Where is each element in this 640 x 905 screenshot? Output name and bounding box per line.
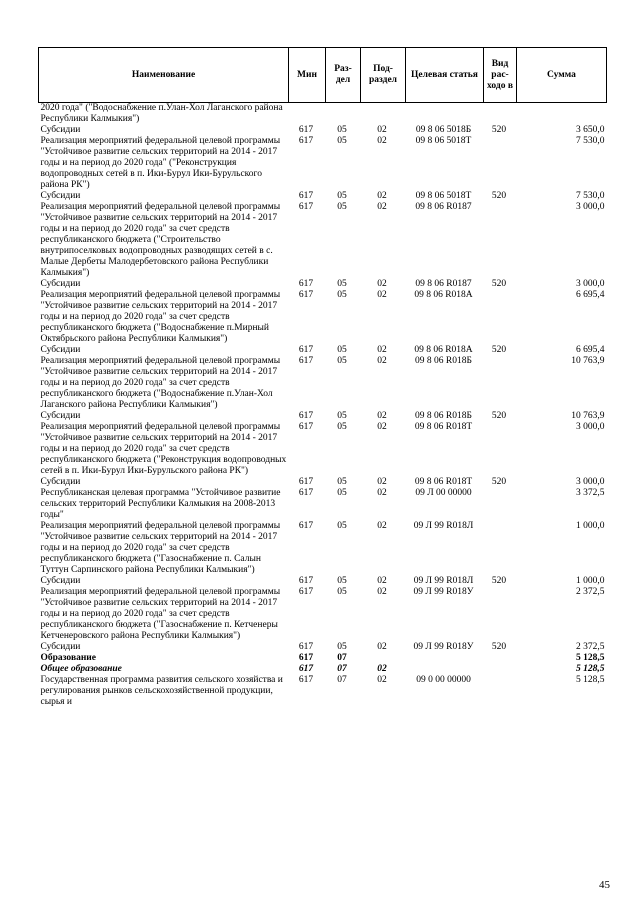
cell-razdel: 05 (337, 587, 347, 597)
cell-sum: 10 763,9 (571, 411, 605, 421)
cell-name: Реализация мероприятий федеральной целевой программы "Устойчивое развитие сельских территорий на 2014 - 2017 годы и на период до 2020 года" за счет средств республиканского бюджета ("Реконструкция водопроводных сетей в п. Ики-Бурул Ики-Бурульского района РК") (40, 422, 287, 476)
header-sum: Сумма (517, 48, 607, 103)
cell-vid: 520 (491, 191, 507, 201)
cell-name: Республиканская целевая программа "Устойчивое развитие сельских территорий Республики Калмыкия на 2008-2013 годы" (40, 488, 281, 520)
table-row (39, 202, 607, 279)
cell-target: 09 8 06 5018Т (415, 191, 472, 201)
cell-razdel: 05 (337, 411, 347, 421)
cell-min: 617 (298, 136, 314, 146)
cell-target: 09 Л 99 R018Л (413, 521, 474, 531)
cell-razdel: 05 (337, 202, 347, 212)
cell-vid: 520 (491, 576, 507, 586)
header-vid: Вид рас- ходо в (484, 48, 517, 103)
cell-podrazdel: 02 (377, 576, 387, 586)
cell-sum: 3 000,0 (576, 202, 605, 212)
cell-razdel: 07 (337, 675, 347, 685)
cell-podrazdel: 02 (377, 587, 387, 597)
cell-razdel: 05 (337, 279, 347, 289)
cell-razdel: 05 (337, 191, 347, 201)
cell-sum: 10 763,9 (571, 356, 605, 366)
cell-name: 2020 года" ("Водоснабжение п.Улан-Хол Лаганского района Республики Калмыкия") (40, 103, 283, 124)
cell-sum: 5 128,5 (576, 675, 605, 685)
cell-target: 09 8 06 R018Б (415, 356, 472, 366)
table-row (39, 488, 607, 521)
cell-vid: 520 (491, 642, 507, 652)
cell-target (406, 103, 484, 126)
cell-target: 09 8 06 R0187 (415, 279, 472, 289)
cell-vid (484, 653, 517, 664)
cell-target: 09 Л 99 R018У (413, 587, 474, 597)
cell-vid: 520 (491, 345, 507, 355)
cell-target: 09 8 06 R018Т (414, 422, 473, 432)
table-row (39, 411, 607, 422)
cell-razdel: 05 (337, 422, 347, 432)
cell-podrazdel: 02 (377, 488, 387, 498)
table-row (39, 587, 607, 642)
cell-target: 09 8 06 5018Т (415, 136, 472, 146)
cell-vid (484, 290, 517, 345)
cell-min: 617 (298, 422, 314, 432)
cell-min: 617 (298, 290, 314, 300)
cell-target: 09 8 06 R018А (414, 290, 473, 300)
cell-target: 09 8 06 R018Б (415, 411, 472, 421)
cell-podrazdel: 02 (377, 521, 387, 531)
cell-podrazdel (361, 103, 406, 126)
cell-vid: 520 (491, 411, 507, 421)
table-row (39, 103, 607, 126)
table-body (39, 103, 607, 709)
cell-sum (517, 103, 607, 126)
header-min: Мин (289, 48, 326, 103)
header-podrazdel: Под- раздел (361, 48, 406, 103)
table-row (39, 664, 607, 675)
header-name: Наименование (39, 48, 289, 103)
cell-sum: 7 530,0 (576, 191, 605, 201)
cell-sum: 5 128,5 (576, 664, 605, 674)
cell-podrazdel: 02 (377, 191, 387, 201)
cell-min: 617 (298, 664, 314, 674)
cell-name: Реализация мероприятий федеральной целевой программы "Устойчивое развитие сельских территорий на 2014 - 2017 годы и на период до 2020 года" за счет средств республиканского бюджета ("Строительство внутрипоселковых водопроводных разводящих сетей в с. Малые Дербеты Малодербетовского района Республики Калмыкия") (40, 202, 281, 278)
cell-razdel: 05 (337, 576, 347, 586)
table-row (39, 191, 607, 202)
cell-podrazdel: 02 (377, 356, 387, 366)
cell-min: 617 (298, 279, 314, 289)
cell-razdel: 05 (337, 477, 347, 487)
cell-razdel: 05 (337, 345, 347, 355)
header-razdel: Раз- дел (326, 48, 361, 103)
cell-podrazdel: 02 (377, 279, 387, 289)
cell-name: Субсидии (40, 345, 81, 355)
cell-target: 09 Л 00 00000 (415, 488, 472, 498)
cell-vid (484, 103, 517, 126)
cell-target (406, 653, 484, 664)
cell-sum: 6 695,4 (576, 290, 605, 300)
table-row (39, 576, 607, 587)
cell-target: 09 Л 99 R018У (413, 642, 474, 652)
cell-vid (484, 356, 517, 411)
cell-target: 09 Л 99 R018Л (413, 576, 474, 586)
cell-min: 617 (298, 125, 314, 135)
cell-min: 617 (298, 642, 314, 652)
cell-podrazdel: 02 (377, 290, 387, 300)
cell-min: 617 (298, 191, 314, 201)
cell-vid: 520 (491, 125, 507, 135)
budget-table (38, 47, 607, 708)
table-row (39, 675, 607, 708)
cell-razdel (326, 103, 361, 126)
cell-razdel: 05 (337, 356, 347, 366)
table-row (39, 653, 607, 664)
header-target: Целевая статья (406, 48, 484, 103)
table-row (39, 345, 607, 356)
cell-min: 617 (298, 345, 314, 355)
cell-sum: 3 000,0 (576, 279, 605, 289)
cell-podrazdel: 02 (377, 345, 387, 355)
cell-vid (484, 136, 517, 191)
cell-razdel: 05 (337, 488, 347, 498)
table-row (39, 521, 607, 576)
cell-vid (484, 587, 517, 642)
cell-min: 617 (298, 587, 314, 597)
cell-name: Общее образование (40, 664, 122, 674)
cell-vid: 520 (491, 279, 507, 289)
cell-sum: 5 128,5 (576, 653, 605, 663)
cell-sum: 1 000,0 (576, 521, 605, 531)
cell-podrazdel: 02 (377, 136, 387, 146)
cell-name: Реализация мероприятий федеральной целевой программы "Устойчивое развитие сельских территорий на 2014 - 2017 годы и на период до 2020 года" за счет средств республиканского бюджета ("Газоснабжение п. Кетченеры Кетченеровского района Республики Калмыкия") (40, 587, 281, 641)
cell-target: 09 8 06 R018А (414, 345, 473, 355)
cell-target: 09 0 00 00000 (416, 675, 471, 685)
cell-razdel: 07 (337, 653, 347, 663)
table-row (39, 125, 607, 136)
cell-podrazdel: 02 (377, 422, 387, 432)
cell-name: Субсидии (40, 477, 81, 487)
table-row (39, 136, 607, 191)
cell-min: 617 (298, 488, 314, 498)
cell-name: Государственная программа развития сельского хозяйства и регулирования рынков сельскохозяйственной продукции, сырья и (40, 675, 283, 707)
cell-min: 617 (298, 653, 314, 663)
table-row (39, 422, 607, 477)
cell-vid (484, 422, 517, 477)
cell-target: 09 8 06 R018Т (414, 477, 473, 487)
cell-podrazdel: 02 (377, 125, 387, 135)
cell-sum: 2 372,5 (576, 642, 605, 652)
cell-name: Реализация мероприятий федеральной целевой программы "Устойчивое развитие сельских территорий на 2014 - 2017 годы и на период до 2020 года" за счет средств республиканского бюджета ("Водоснабжение п.Мирный Октябрьского района Республики Калмыкия") (40, 290, 281, 344)
cell-razdel: 05 (337, 125, 347, 135)
cell-vid (484, 664, 517, 675)
cell-podrazdel (361, 653, 406, 664)
cell-target: 09 8 06 R0187 (415, 202, 472, 212)
cell-min: 617 (298, 202, 314, 212)
table-header-row (39, 48, 607, 103)
cell-vid (484, 675, 517, 708)
cell-vid (484, 521, 517, 576)
cell-sum: 7 530,0 (576, 136, 605, 146)
cell-razdel: 05 (337, 521, 347, 531)
cell-name: Субсидии (40, 411, 81, 421)
cell-min: 617 (298, 356, 314, 366)
cell-razdel: 07 (337, 664, 347, 674)
cell-name: Реализация мероприятий федеральной целевой программы "Устойчивое развитие сельских территорий на 2014 - 2017 годы и на период до 2020 года" ("Реконструкция водопроводных сетей в п. Ики-Бурул Ики-Бурульского района РК") (40, 136, 281, 190)
cell-sum: 3 372,5 (576, 488, 605, 498)
cell-razdel: 05 (337, 136, 347, 146)
cell-sum: 6 695,4 (576, 345, 605, 355)
page-number: 45 (599, 879, 610, 891)
table-row (39, 356, 607, 411)
cell-target (406, 664, 484, 675)
cell-min: 617 (298, 576, 314, 586)
cell-name: Субсидии (40, 576, 81, 586)
cell-sum: 3 000,0 (576, 422, 605, 432)
cell-podrazdel: 02 (377, 202, 387, 212)
cell-podrazdel: 02 (377, 477, 387, 487)
cell-podrazdel: 02 (377, 642, 387, 652)
cell-vid (484, 488, 517, 521)
cell-sum: 1 000,0 (576, 576, 605, 586)
cell-name: Субсидии (40, 191, 81, 201)
cell-sum: 2 372,5 (576, 587, 605, 597)
cell-name: Субсидии (40, 279, 81, 289)
cell-sum: 3 000,0 (576, 477, 605, 487)
cell-name: Субсидии (40, 642, 81, 652)
cell-name: Реализация мероприятий федеральной целевой программы "Устойчивое развитие сельских территорий на 2014 - 2017 годы и на период до 2020 года" за счет средств республиканского бюджета ("Газоснабжение п. Салын Туттун Сарпинского района Республики Калмыкия") (40, 521, 281, 575)
cell-min: 617 (298, 411, 314, 421)
table-row (39, 290, 607, 345)
cell-min: 617 (298, 675, 314, 685)
cell-min (289, 103, 326, 126)
cell-name: Субсидии (40, 125, 81, 135)
cell-sum: 3 650,0 (576, 125, 605, 135)
budget-document (38, 47, 606, 708)
cell-podrazdel: 02 (377, 664, 387, 674)
table-row (39, 279, 607, 290)
cell-min: 617 (298, 477, 314, 487)
table-row (39, 642, 607, 653)
cell-razdel: 05 (337, 642, 347, 652)
cell-min: 617 (298, 521, 314, 531)
cell-vid (484, 202, 517, 279)
cell-name: Реализация мероприятий федеральной целевой программы "Устойчивое развитие сельских территорий на 2014 - 2017 годы и на период до 2020 года" за счет средств республиканского бюджета ("Водоснабжение п.Улан-Хол Лаганского района Республики Калмыкия") (40, 356, 281, 410)
cell-podrazdel: 02 (377, 675, 387, 685)
cell-podrazdel: 02 (377, 411, 387, 421)
cell-razdel: 05 (337, 290, 347, 300)
cell-target: 09 8 06 5018Б (415, 125, 472, 135)
table-row (39, 477, 607, 488)
cell-name: Образование (40, 653, 96, 663)
cell-vid: 520 (491, 477, 507, 487)
